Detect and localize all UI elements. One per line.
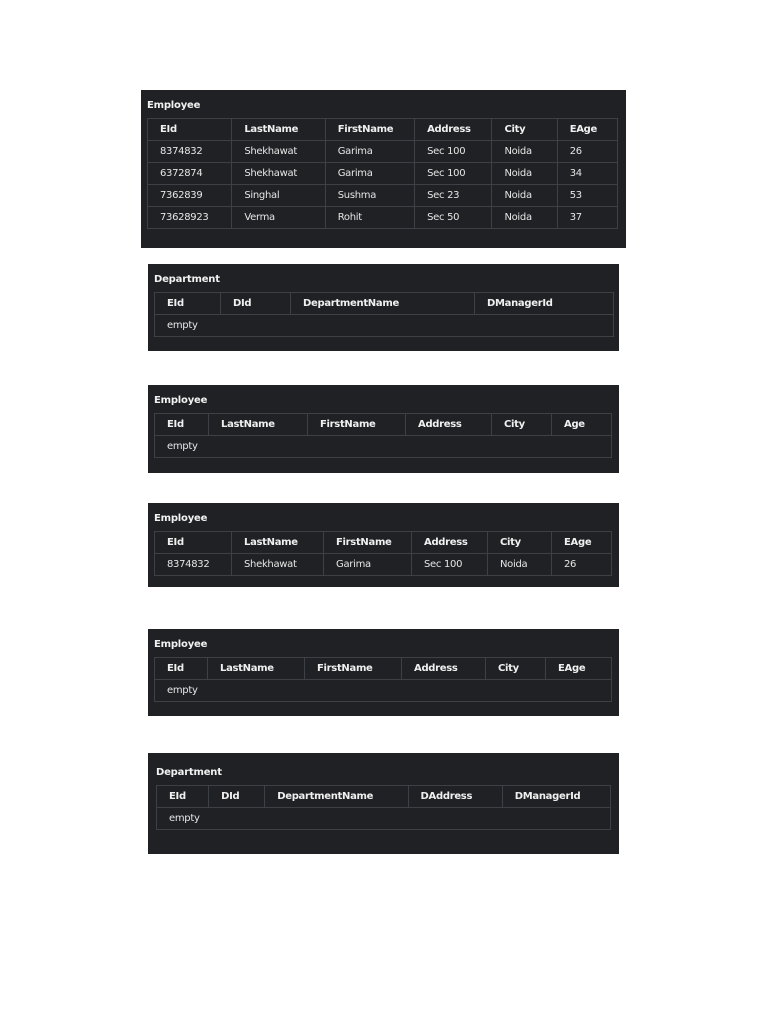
column-header: EId bbox=[155, 658, 208, 680]
column-header: Address bbox=[406, 414, 492, 436]
table-cell: 6372874 bbox=[148, 163, 232, 185]
table-row bbox=[155, 680, 612, 702]
table-row bbox=[155, 554, 612, 576]
table-cell: 53 bbox=[557, 185, 617, 207]
column-header: City bbox=[486, 658, 546, 680]
table-row bbox=[157, 808, 611, 830]
table-cell: Noida bbox=[492, 141, 557, 163]
employee-table bbox=[154, 413, 612, 458]
department-table bbox=[154, 292, 614, 337]
table-cell: Garima bbox=[325, 141, 414, 163]
employee-table bbox=[154, 531, 612, 576]
table-cell: 34 bbox=[557, 163, 617, 185]
table-row bbox=[148, 207, 618, 229]
column-header: FirstName bbox=[305, 658, 402, 680]
column-header: LastName bbox=[232, 532, 324, 554]
column-header: DManagerId bbox=[502, 786, 610, 808]
table-cell: Shekhawat bbox=[232, 554, 324, 576]
table-row bbox=[155, 315, 614, 337]
column-header: City bbox=[488, 532, 552, 554]
table-cell: Shekhawat bbox=[232, 141, 325, 163]
table-cell: Noida bbox=[488, 554, 552, 576]
table-cell: Sec 100 bbox=[415, 163, 492, 185]
employee-table bbox=[147, 118, 618, 229]
table-title: Department bbox=[156, 767, 222, 778]
empty-state-text: empty bbox=[155, 680, 612, 702]
column-header: City bbox=[492, 414, 552, 436]
table-cell: 37 bbox=[557, 207, 617, 229]
table-row bbox=[148, 141, 618, 163]
column-header: EAge bbox=[557, 119, 617, 141]
table-title: Department bbox=[154, 274, 220, 285]
employee-table-panel-3 bbox=[148, 503, 619, 587]
table-cell: Sec 23 bbox=[415, 185, 492, 207]
column-header: EId bbox=[155, 293, 221, 315]
employee-table-panel-1 bbox=[141, 90, 626, 248]
column-header: DId bbox=[221, 293, 291, 315]
table-header-row bbox=[148, 119, 618, 141]
table-cell: Sec 100 bbox=[415, 141, 492, 163]
column-header: EId bbox=[155, 414, 209, 436]
table-title: Employee bbox=[154, 395, 208, 406]
column-header: Address bbox=[415, 119, 492, 141]
table-cell: Rohit bbox=[325, 207, 414, 229]
column-header: EId bbox=[148, 119, 232, 141]
employee-table bbox=[154, 657, 612, 702]
table-cell: 7362839 bbox=[148, 185, 232, 207]
column-header: Age bbox=[552, 414, 612, 436]
table-cell: Sec 50 bbox=[415, 207, 492, 229]
table-cell: Noida bbox=[492, 163, 557, 185]
table-cell: 8374832 bbox=[148, 141, 232, 163]
table-header-row bbox=[155, 293, 614, 315]
table-header-row bbox=[155, 532, 612, 554]
table-cell: Garima bbox=[324, 554, 412, 576]
column-header: Address bbox=[412, 532, 488, 554]
table-row bbox=[148, 185, 618, 207]
column-header: FirstName bbox=[308, 414, 406, 436]
column-header: FirstName bbox=[325, 119, 414, 141]
column-header: EId bbox=[157, 786, 209, 808]
department-table-panel-2 bbox=[148, 753, 619, 854]
column-header: EAge bbox=[552, 532, 612, 554]
column-header: LastName bbox=[209, 414, 308, 436]
department-table-panel-1 bbox=[148, 264, 619, 351]
table-title: Employee bbox=[154, 639, 208, 650]
column-header: FirstName bbox=[324, 532, 412, 554]
table-row bbox=[155, 436, 612, 458]
column-header: DAddress bbox=[408, 786, 502, 808]
column-header: DManagerId bbox=[475, 293, 614, 315]
employee-table-panel-2 bbox=[148, 385, 619, 473]
table-title: Employee bbox=[154, 513, 208, 524]
column-header: DId bbox=[209, 786, 265, 808]
column-header: Address bbox=[402, 658, 486, 680]
table-cell: 26 bbox=[552, 554, 612, 576]
table-cell: 8374832 bbox=[155, 554, 232, 576]
empty-state-text: empty bbox=[157, 808, 611, 830]
column-header: City bbox=[492, 119, 557, 141]
table-cell: 73628923 bbox=[148, 207, 232, 229]
department-table bbox=[156, 785, 611, 830]
table-header-row bbox=[155, 414, 612, 436]
empty-state-text: empty bbox=[155, 315, 614, 337]
table-cell: Sushma bbox=[325, 185, 414, 207]
table-header-row bbox=[157, 786, 611, 808]
column-header: EAge bbox=[546, 658, 612, 680]
column-header: DepartmentName bbox=[265, 786, 408, 808]
table-cell: Noida bbox=[492, 207, 557, 229]
table-cell: Noida bbox=[492, 185, 557, 207]
column-header: EId bbox=[155, 532, 232, 554]
column-header: LastName bbox=[232, 119, 325, 141]
table-row bbox=[148, 163, 618, 185]
column-header: LastName bbox=[208, 658, 305, 680]
column-header: DepartmentName bbox=[291, 293, 475, 315]
empty-state-text: empty bbox=[155, 436, 612, 458]
employee-table-panel-4 bbox=[148, 629, 619, 716]
table-cell: 26 bbox=[557, 141, 617, 163]
table-cell: Shekhawat bbox=[232, 163, 325, 185]
table-cell: Verma bbox=[232, 207, 325, 229]
table-header-row bbox=[155, 658, 612, 680]
table-cell: Garima bbox=[325, 163, 414, 185]
table-title: Employee bbox=[147, 100, 201, 111]
table-cell: Singhal bbox=[232, 185, 325, 207]
table-cell: Sec 100 bbox=[412, 554, 488, 576]
